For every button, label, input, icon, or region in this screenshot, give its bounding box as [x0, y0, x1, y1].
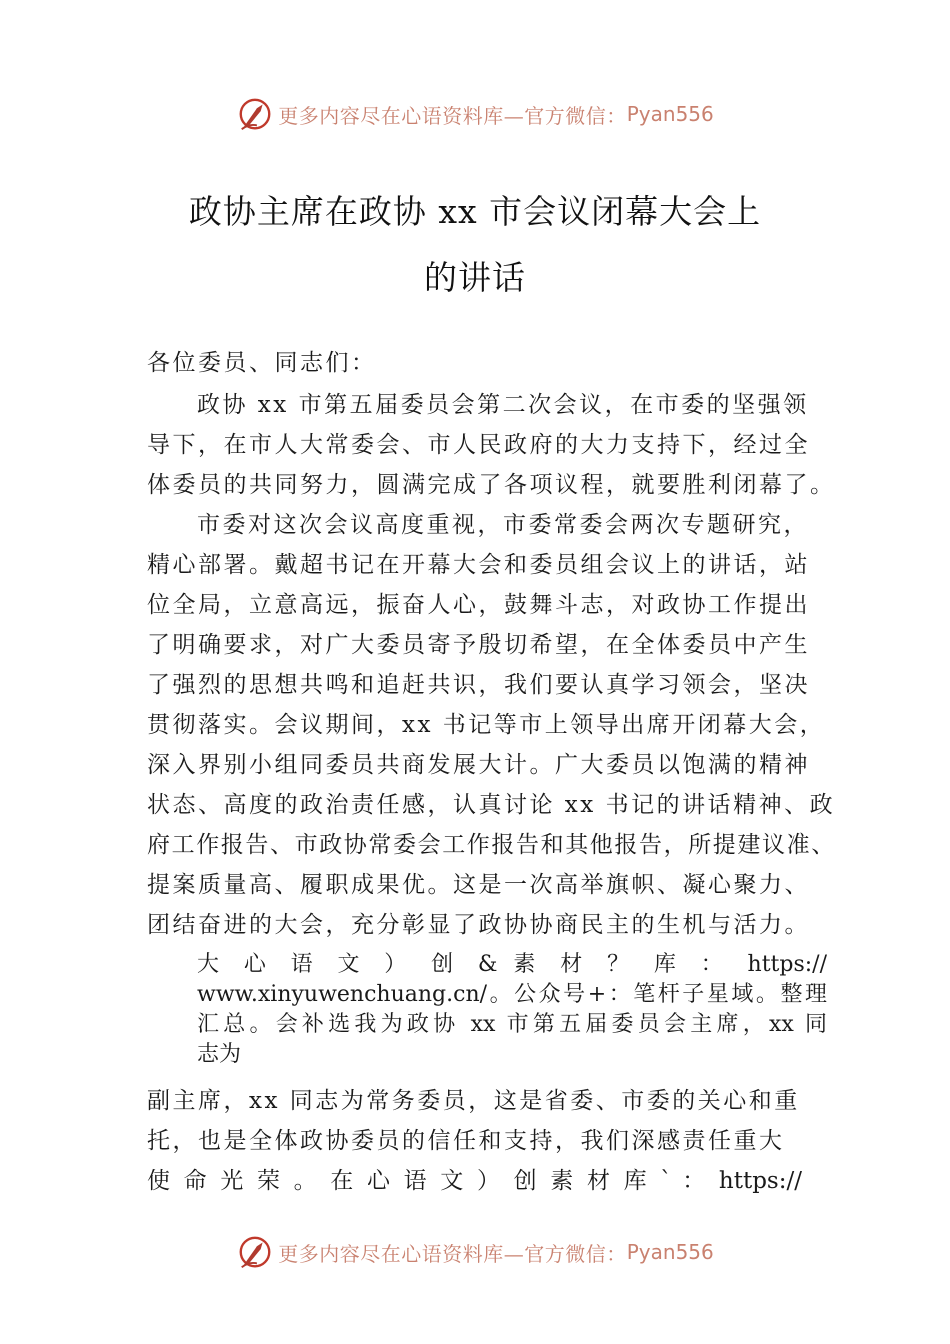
paragraph-line: 政协 xx 市第五届委员会第二次会议，在市委的坚强领: [197, 392, 809, 418]
header-watermark-banner: [0, 94, 950, 134]
paragraph-line: 导下，在市人大常委会、市人民政府的大力支持下，经过全: [147, 432, 810, 458]
paragraph-line: 提案质量高、履职成果优。这是一次高举旗帜、凝心聚力、: [147, 872, 810, 898]
document-title-line-2: 的讲话: [424, 258, 526, 297]
paragraph-line: 了明确要求，对广大委员寄予殷切希望，在全体委员中产生: [147, 632, 810, 658]
banner-wechat-id: Pyan556: [626, 102, 714, 126]
paragraph-line: 团结奋进的大会，充分彰显了政协协商民主的生机与活力。: [147, 912, 810, 938]
watermark-paragraph-block: [197, 950, 827, 1070]
document-title-line-1: 政协主席在政协 xx 市会议闭幕大会上: [188, 192, 762, 231]
paragraph-line: 体委员的共同努力，圆满完成了各项议程，就要胜利闭幕了。: [147, 472, 836, 498]
paragraph-line: 位全局，立意高远，振奋人心，鼓舞斗志，对政协工作提出: [147, 592, 810, 618]
pen-nib-logo-icon: [236, 95, 274, 133]
paragraph-line: 副主席，xx 同志为常务委员，这是省委、市委的关心和重: [147, 1088, 800, 1114]
paragraph-line: 贯彻落实。会议期间，xx 书记等市上领导出席开闭幕大会，: [147, 712, 826, 738]
paragraph-line: 大 心 语 文 ） 创 & 素 材 ？ 库 ： https://: [197, 952, 827, 977]
paragraph-line: 汇总。会补选我为政协 xx 市第五届委员会主席，xx 同: [197, 1012, 827, 1037]
paragraph-line: www.xinyuwenchuang.cn/。公众号+：笔杆子星域。整理: [197, 982, 827, 1007]
banner-wechat-id: Pyan556: [626, 1240, 714, 1264]
pen-nib-logo-icon: [236, 1233, 274, 1271]
banner-text: 更多内容尽在心语资料库—官方微信：: [278, 103, 627, 128]
paragraph-line: 志为: [197, 1042, 242, 1067]
salutation: 各位委员、同志们：: [147, 350, 377, 376]
paragraph-line: 状态、高度的政治责任感，认真讨论 xx 书记的讲话精神、政: [147, 792, 836, 818]
paragraph-line: 深入界别小组同委员共商发展大计。广大委员以饱满的精神: [147, 752, 810, 778]
paragraph-line: 托，也是全体政协委员的信任和支持，我们深感责任重大: [147, 1128, 785, 1154]
paragraph-line: 了强烈的思想共鸣和追赶共识，我们要认真学习领会，坚决: [147, 672, 810, 698]
paragraph-line: 精心部署。戴超书记在开幕大会和委员组会议上的讲话，站: [147, 552, 810, 578]
paragraph-line: 市委对这次会议高度重视，市委常委会两次专题研究，: [197, 512, 809, 538]
footer-watermark-banner: [0, 1232, 950, 1272]
paragraph-line: 使 命 光 荣 。 在 心 语 文 ） 创 素 材 库 ` ： https://: [147, 1168, 802, 1194]
paragraph-line: 府工作报告、市政协常委会工作报告和其他报告，所提建议准、: [147, 832, 836, 858]
banner-text: 更多内容尽在心语资料库—官方微信：: [278, 1241, 627, 1266]
